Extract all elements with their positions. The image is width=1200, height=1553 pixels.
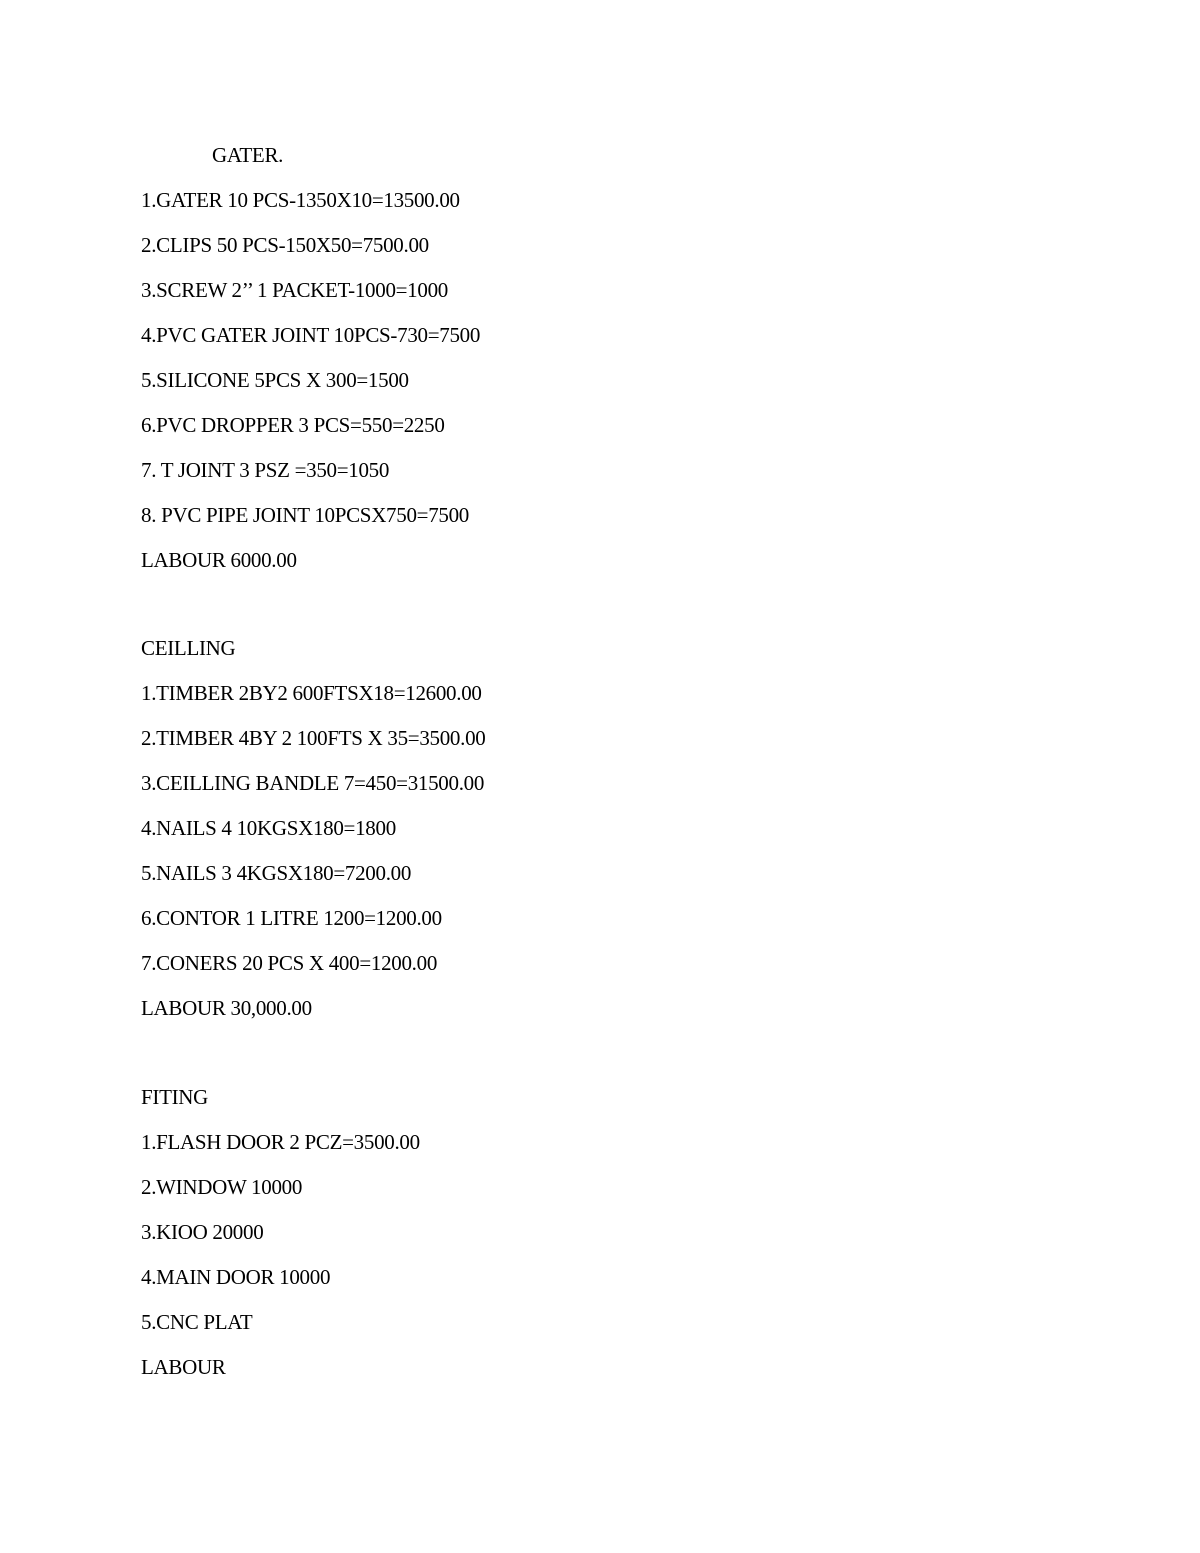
section-fiting: [141, 1075, 420, 1390]
line-item: 1.TIMBER 2BY2 600FTSX18=12600.00: [141, 681, 482, 705]
line-item: 2.TIMBER 4BY 2 100FTS X 35=3500.00: [141, 726, 486, 750]
line-item: 1.FLASH DOOR 2 PCZ=3500.00: [141, 1130, 420, 1154]
line-item: 3.KIOO 20000: [141, 1220, 264, 1244]
line-item: 5.SILICONE 5PCS X 300=1500: [141, 368, 409, 392]
section-heading: GATER.: [212, 143, 284, 167]
line-item: 4.MAIN DOOR 10000: [141, 1265, 331, 1289]
labour-line: LABOUR 6000.00: [141, 548, 297, 572]
section-heading: FITING: [141, 1085, 209, 1109]
line-item: 4.NAILS 4 10KGSX180=1800: [141, 816, 396, 840]
line-item: 5.CNC PLAT: [141, 1310, 253, 1334]
line-item: 2.WINDOW 10000: [141, 1175, 303, 1199]
line-item: 7. T JOINT 3 PSZ =350=1050: [141, 458, 390, 482]
line-item: 6.CONTOR 1 LITRE 1200=1200.00: [141, 906, 442, 930]
line-item: 2.CLIPS 50 PCS-150X50=7500.00: [141, 233, 429, 257]
section-heading: CEILLING: [141, 636, 236, 660]
labour-line: LABOUR 30,000.00: [141, 996, 312, 1020]
line-item: 7.CONERS 20 PCS X 400=1200.00: [141, 951, 438, 975]
line-item: 5.NAILS 3 4KGSX180=7200.00: [141, 861, 412, 885]
line-item: 1.GATER 10 PCS-1350X10=13500.00: [141, 188, 460, 212]
line-item: 4.PVC GATER JOINT 10PCS-730=7500: [141, 323, 481, 347]
line-item: 8. PVC PIPE JOINT 10PCSX750=7500: [141, 503, 469, 527]
line-item: 3.SCREW 2’’ 1 PACKET-1000=1000: [141, 278, 448, 302]
section-ceilling: [141, 626, 485, 1031]
line-item: 6.PVC DROPPER 3 PCS=550=2250: [141, 413, 445, 437]
labour-line: LABOUR: [141, 1355, 226, 1379]
section-gater: [141, 133, 480, 583]
line-item: 3.CEILLING BANDLE 7=450=31500.00: [141, 771, 485, 795]
